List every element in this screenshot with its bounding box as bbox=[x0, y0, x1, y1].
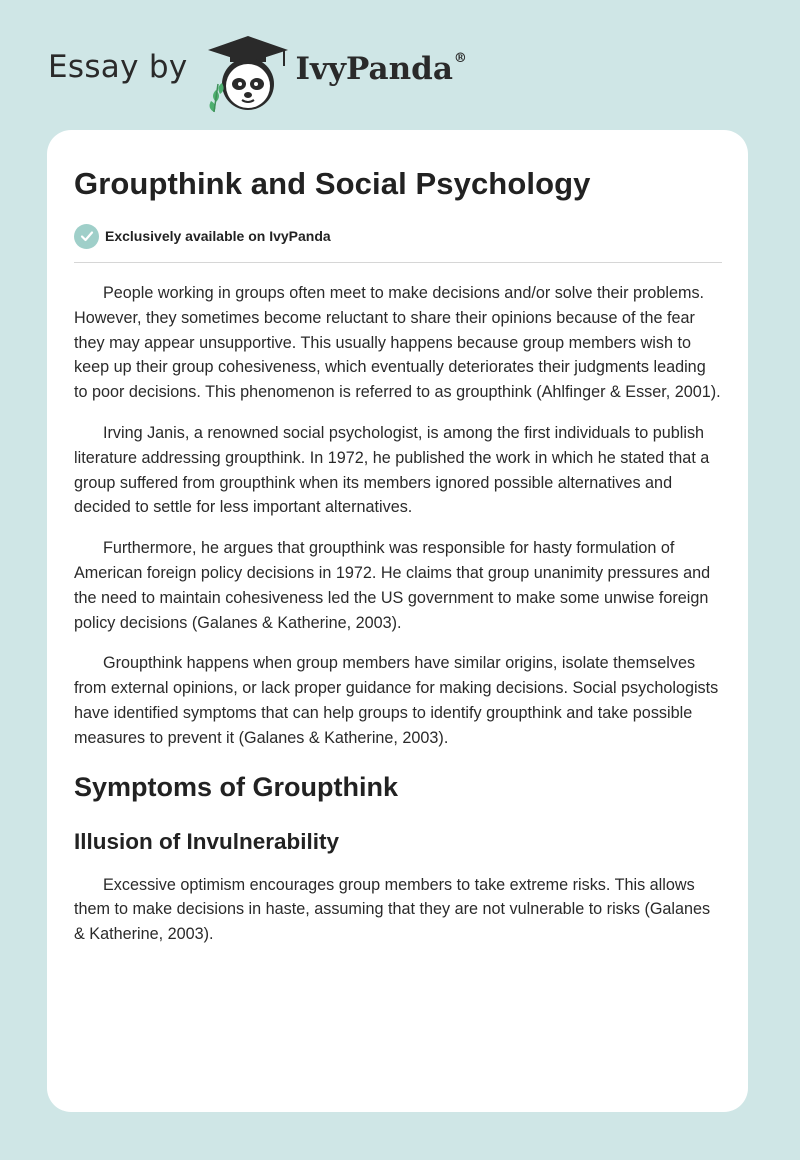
paragraph-1: People working in groups often meet to make decisions and/or solve their problems. However, they sometimes become reluctant to share their opinions because of the fear they may appear unsupportive. This usually happens because group members wish to keep up their group cohesiveness, which eventually deteriorates their judgments leading to poor decisions. This phenomenon is referred to as groupthink (Ahlfinger & Esser, 2001). bbox=[74, 284, 721, 402]
essay-card bbox=[47, 130, 748, 1112]
subsection-heading: Illusion of Invulnerability bbox=[74, 828, 340, 854]
site-header bbox=[48, 28, 548, 118]
paragraph-4: Groupthink happens when group members have similar origins, isolate themselves from external opinions, or lack proper guidance for making decisions. Social psychologists have identified symptoms that can help groups to identify groupthink and take possible measures to prevent it (Galanes & Katherine, 2003). bbox=[74, 654, 719, 747]
page-title: Groupthink and Social Psychology bbox=[74, 166, 591, 201]
essay-by-label: Essay by bbox=[48, 49, 188, 85]
paragraph-2: Irving Janis, a renowned social psychologist, is among the first individuals to publish literature addressing groupthink. In 1972, he published the work in which he stated that a group suffered from groupthink when its members ignored possible alternatives and decided to settle for less important alternatives. bbox=[74, 423, 710, 517]
section-heading: Symptoms of Groupthink bbox=[74, 771, 398, 802]
registered-mark: ® bbox=[453, 50, 467, 66]
brand-text: IvyPanda bbox=[295, 51, 453, 87]
ivypanda-logo-icon[interactable] bbox=[202, 32, 294, 114]
brand-name[interactable] bbox=[296, 51, 467, 87]
paragraph-5: Excessive optimism encourages group members to take extreme risks. This allows them to make decisions in haste, assuming that they are not vulnerable to risks (Galanes & Katherine, 2003). bbox=[74, 875, 711, 944]
divider bbox=[74, 262, 722, 263]
badge-text: Exclusively available on IvyPanda bbox=[105, 228, 331, 244]
check-icon bbox=[74, 224, 99, 249]
paragraph-3: Furthermore, he argues that groupthink was responsible for hasty formulation of American foreign policy decisions in 1972. He claims that group unanimity pressures and the need to maintain cohesiveness led the US government to make some unwise foreign policy decisions (Galanes & Katherine, 2003). bbox=[74, 539, 711, 632]
exclusive-badge bbox=[74, 222, 722, 250]
